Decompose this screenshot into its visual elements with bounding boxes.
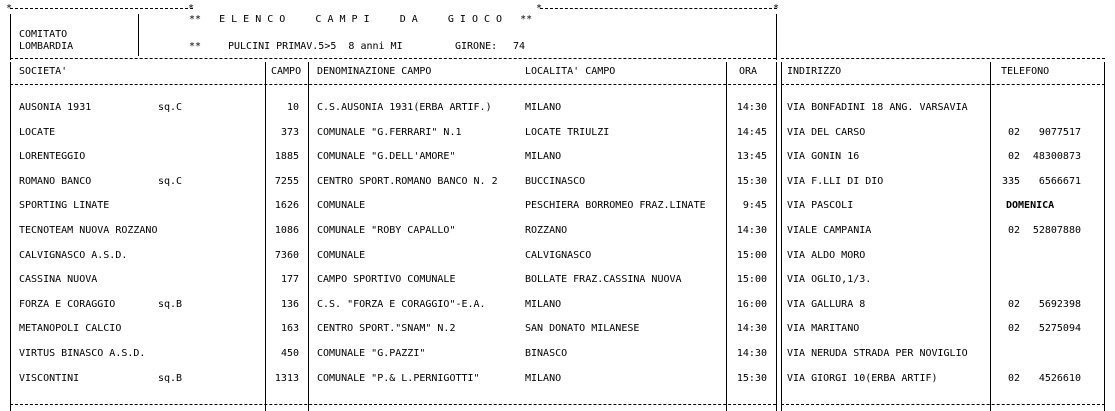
campo-cell: 10 (286, 102, 299, 113)
campo-cell: 1086 (274, 225, 299, 236)
localita-cell: BOLLATE FRAZ.CASSINA NUOVA (525, 274, 682, 286)
denominazione-cell: COMUNALE "G.FERRARI" N.1 (317, 126, 462, 138)
column-header-societa: SOCIETA' (19, 66, 68, 77)
header-border-top-right (540, 8, 777, 9)
column-header-localita: LOCALITA' CAMPO (525, 66, 616, 77)
societa-cell: FORZA E CORAGGIO (19, 298, 116, 310)
table-border-bottom-right (781, 404, 1105, 405)
denominazione-cell: CAMPO SPORTIVO COMUNALE (317, 274, 456, 286)
corner-star: * (188, 3, 195, 14)
prefisso-cell: 02 (1007, 372, 1020, 384)
campo-cell: 177 (280, 274, 299, 286)
table-row (0, 348, 1115, 360)
telefono-cell: DOMENICA (1006, 200, 1055, 212)
organization-line2: LOMBARDIA (19, 41, 74, 52)
localita-cell: ROZZANO (525, 225, 568, 236)
corner-star: * (773, 3, 780, 14)
prefisso-cell: 02 (1007, 126, 1020, 138)
header-rule-left (10, 84, 776, 85)
denominazione-cell: COMUNALE "P.& L.PERNIGOTTI" (317, 372, 480, 384)
societa-cell: CALVIGNASCO A.S.D. (19, 249, 128, 261)
localita-cell: LOCATE TRIULZI (525, 126, 610, 138)
table-row (0, 225, 1115, 237)
prefisso-cell: 335 (1001, 175, 1020, 187)
societa-cell: VIRTUS BINASCO A.S.D. (19, 348, 146, 359)
denominazione-cell: COMUNALE "G.DELL'AMORE" (317, 151, 456, 163)
societa-cell: AUSONIA 1931 (19, 102, 92, 113)
table-row (0, 127, 1115, 139)
squadra-cell: sq.B (158, 298, 183, 310)
societa-cell: LORENTEGGIO (19, 151, 86, 163)
telefono-cell: 9077517 (1038, 126, 1081, 138)
denominazione-cell: COMUNALE "ROBY CAPALLO" (317, 225, 456, 236)
localita-cell: BUCCINASCO (525, 175, 586, 187)
campo-cell: 1626 (274, 200, 299, 212)
category-prefix: ** (189, 41, 202, 52)
table-row (0, 200, 1115, 212)
indirizzo-cell: VIA BONFADINI 18 ANG. VARSAVIA (787, 102, 968, 113)
corner-star: * (536, 3, 543, 14)
localita-cell: MILANO (525, 102, 562, 113)
localita-cell: PESCHIERA BORROMEO FRAZ.LINATE (525, 200, 706, 212)
ora-cell: 14:30 (736, 102, 767, 113)
organization-line1: COMITATO (19, 29, 68, 40)
table-row (0, 373, 1115, 385)
header-divider (138, 14, 139, 56)
ora-cell: 14:30 (736, 348, 767, 359)
societa-cell: CASSINA NUOVA (19, 274, 98, 286)
indirizzo-cell: VIA PASCOLI (787, 200, 854, 212)
societa-cell: ROMANO BANCO (19, 175, 92, 187)
localita-cell: MILANO (525, 151, 562, 163)
ora-cell: 15:00 (736, 249, 767, 261)
societa-cell: LOCATE (19, 126, 56, 138)
societa-cell: SPORTING LINATE (19, 200, 110, 212)
ora-cell: 16:00 (736, 298, 767, 310)
page-title: ** E L E N C O C A M P I D A G I O C O ** (189, 14, 533, 25)
indirizzo-cell: VIA DEL CARSO (787, 126, 866, 138)
table-row (0, 250, 1115, 262)
column-header-campo: CAMPO (271, 66, 302, 77)
telefono-cell: 48300873 (1032, 151, 1081, 163)
indirizzo-cell: VIA MARITANO (787, 323, 860, 335)
ora-cell: 15:00 (736, 274, 767, 286)
campo-cell: 1885 (274, 151, 299, 163)
ora-cell: 15:30 (736, 372, 767, 384)
table-border-top-left (10, 58, 776, 59)
squadra-cell: sq.C (158, 175, 183, 187)
column-header-denominazione: DENOMINAZIONE CAMPO (317, 66, 432, 77)
indirizzo-cell: VIA ALDO MORO (787, 249, 866, 261)
telefono-cell: 4526610 (1038, 372, 1081, 384)
table-row (0, 151, 1115, 163)
indirizzo-cell: VIA OGLIO,1/3. (787, 274, 872, 286)
column-header-ora: ORA (739, 66, 758, 77)
table-border-top-right (781, 58, 1105, 59)
campo-cell: 450 (280, 348, 299, 359)
column-header-indirizzo: INDIRIZZO (787, 66, 842, 77)
localita-cell: CALVIGNASCO (525, 249, 592, 261)
societa-cell: METANOPOLI CALCIO (19, 323, 122, 335)
table-border-bottom-left (10, 404, 776, 405)
denominazione-cell: CENTRO SPORT.ROMANO BANCO N. 2 (317, 175, 498, 187)
ora-cell: 14:45 (736, 126, 767, 138)
table-row (0, 299, 1115, 311)
header-border-right (776, 14, 777, 60)
denominazione-cell: COMUNALE (317, 200, 366, 212)
indirizzo-cell: VIA GALLURA 8 (787, 298, 866, 310)
indirizzo-cell: VIA NERUDA STRADA PER NOVIGLIO (787, 348, 968, 359)
table-row (0, 102, 1115, 114)
denominazione-cell: C.S.AUSONIA 1931(ERBA ARTIF.) (317, 102, 492, 113)
squadra-cell: sq.B (158, 372, 183, 384)
campo-cell: 136 (280, 298, 299, 310)
localita-cell: SAN DONATO MILANESE (525, 323, 640, 335)
category-name: PULCINI PRIMAV.5>5 8 anni MI (228, 41, 403, 52)
localita-cell: BINASCO (525, 348, 568, 359)
campo-cell: 1313 (274, 372, 299, 384)
prefisso-cell: 02 (1007, 225, 1020, 236)
telefono-cell: 6566671 (1038, 175, 1081, 187)
ora-cell: 15:30 (736, 175, 767, 187)
indirizzo-cell: VIA F.LLI DI DIO (787, 175, 884, 187)
header-border-top-left (10, 8, 193, 9)
indirizzo-cell: VIA GIORGI 10(ERBA ARTIF) (787, 372, 938, 384)
indirizzo-cell: VIA GONIN 16 (787, 151, 860, 163)
table-row (0, 274, 1115, 286)
denominazione-cell: C.S. "FORZA E CORAGGIO"-E.A. (317, 298, 486, 310)
squadra-cell: sq.C (158, 102, 183, 113)
telefono-cell: 52807880 (1032, 225, 1081, 236)
localita-cell: MILANO (525, 298, 562, 310)
table-row (0, 323, 1115, 335)
prefisso-cell: 02 (1007, 323, 1020, 335)
ora-cell: 13:45 (736, 151, 767, 163)
header-border-left (10, 14, 11, 60)
girone-value: 74 (513, 41, 526, 52)
prefisso-cell: 02 (1007, 298, 1020, 310)
prefisso-cell: 02 (1007, 151, 1020, 163)
header-rule-right (781, 84, 1105, 85)
table-row (0, 176, 1115, 188)
ora-cell: 14:30 (736, 323, 767, 335)
column-header-telefono: TELEFONO (1001, 66, 1050, 77)
denominazione-cell: COMUNALE (317, 249, 366, 261)
localita-cell: MILANO (525, 372, 562, 384)
girone-label: GIRONE: (455, 41, 498, 52)
telefono-cell: 5275094 (1038, 323, 1081, 335)
societa-cell: TECNOTEAM NUOVA ROZZANO (19, 225, 158, 236)
campo-cell: 373 (280, 126, 299, 138)
societa-cell: VISCONTINI (19, 372, 80, 384)
corner-star: * (6, 3, 13, 14)
denominazione-cell: CENTRO SPORT."SNAM" N.2 (317, 323, 456, 335)
ora-cell: 14:30 (736, 225, 767, 236)
campo-cell: 7255 (274, 175, 299, 187)
telefono-cell: 5692398 (1038, 298, 1081, 310)
campo-cell: 7360 (274, 249, 299, 261)
denominazione-cell: COMUNALE "G.PAZZI" (317, 348, 426, 359)
ora-cell: 9:45 (742, 200, 767, 212)
campo-cell: 163 (280, 323, 299, 335)
indirizzo-cell: VIALE CAMPANIA (787, 225, 872, 236)
